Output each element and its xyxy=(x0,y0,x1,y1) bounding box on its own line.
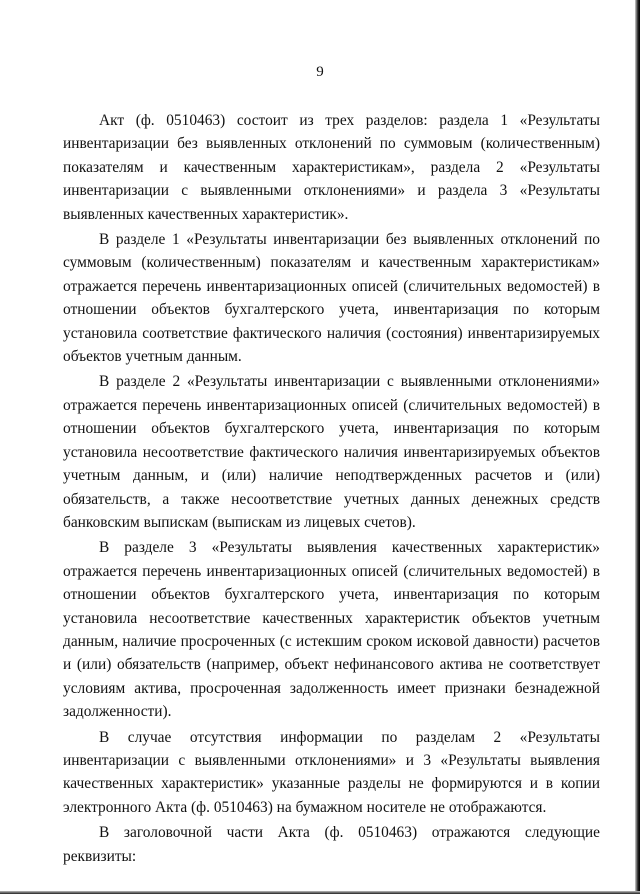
paragraph-act-structure: Акт (ф. 0510463) состоит из трех разделов: раздела 1 «Результаты инвентаризации без выявленных отклонений по суммовым (количественным) показателям и качественным характеристикам», раздела 2 «Результаты инвентаризации с выявленными отклонениями» и раздела 3 «Результаты выявленных качественных характеристик». xyxy=(63,112,600,223)
page-number: 9 xyxy=(316,64,324,80)
paragraph-header-requisites: В заголовочной части Акта (ф. 0510463) отражаются следующие реквизиты: xyxy=(63,824,600,865)
paragraph-section-3: В разделе 3 «Результаты выявления качественных характеристик» отражается перечень инвентаризационных описей (сличительных ведомостей) в отношении объектов бухгалтерского учета, инвентаризация по которым установила несоответствие качественных характеристик объектов учетным данным, наличие просроченных (с истекшим сроком исковой давности) расчетов и (или) обязательств (например, объект нефинансового актива не соответствует условиям актива, просроченная задолженность имеет признаки безнадежной задолженности). xyxy=(63,539,600,721)
document-body xyxy=(63,109,600,870)
paragraph-section-2: В разделе 2 «Результаты инвентаризации с выявленными отклонениями» отражается перечень инвентаризационных описей (сличительных ведомостей) в отношении объектов бухгалтерского учета, инвентаризация по которым установила несоответствие фактического наличия инвентаризируемых объектов учетным данным, и (или) наличие неподтвержденных расчетов и (или) обязательств, а также несоответствие учетных данных денежных средств банковским выпискам (выпискам из лицевых счетов). xyxy=(63,373,600,531)
paragraph-missing-sections: В случае отсутствия информации по разделам 2 «Результаты инвентаризации с выявленными отклонениями» и 3 «Результаты выявления качественных характеристик» указанные разделы не формируются и в копии электронного Акта (ф. 0510463) на бумажном носителе не отображаются. xyxy=(63,728,600,816)
scan-edge-right xyxy=(635,0,640,894)
paragraph-section-1: В разделе 1 «Результаты инвентаризации без выявленных отклонений по суммовым (количественным) показателям и качественным характеристикам» отражается перечень инвентаризационных описей (сличительных ведомостей) в отношении объектов бухгалтерского учета, инвентаризация по которым установила соответствие фактического наличия (состояния) инвентаризируемых объектов учетным данным. xyxy=(63,231,600,366)
